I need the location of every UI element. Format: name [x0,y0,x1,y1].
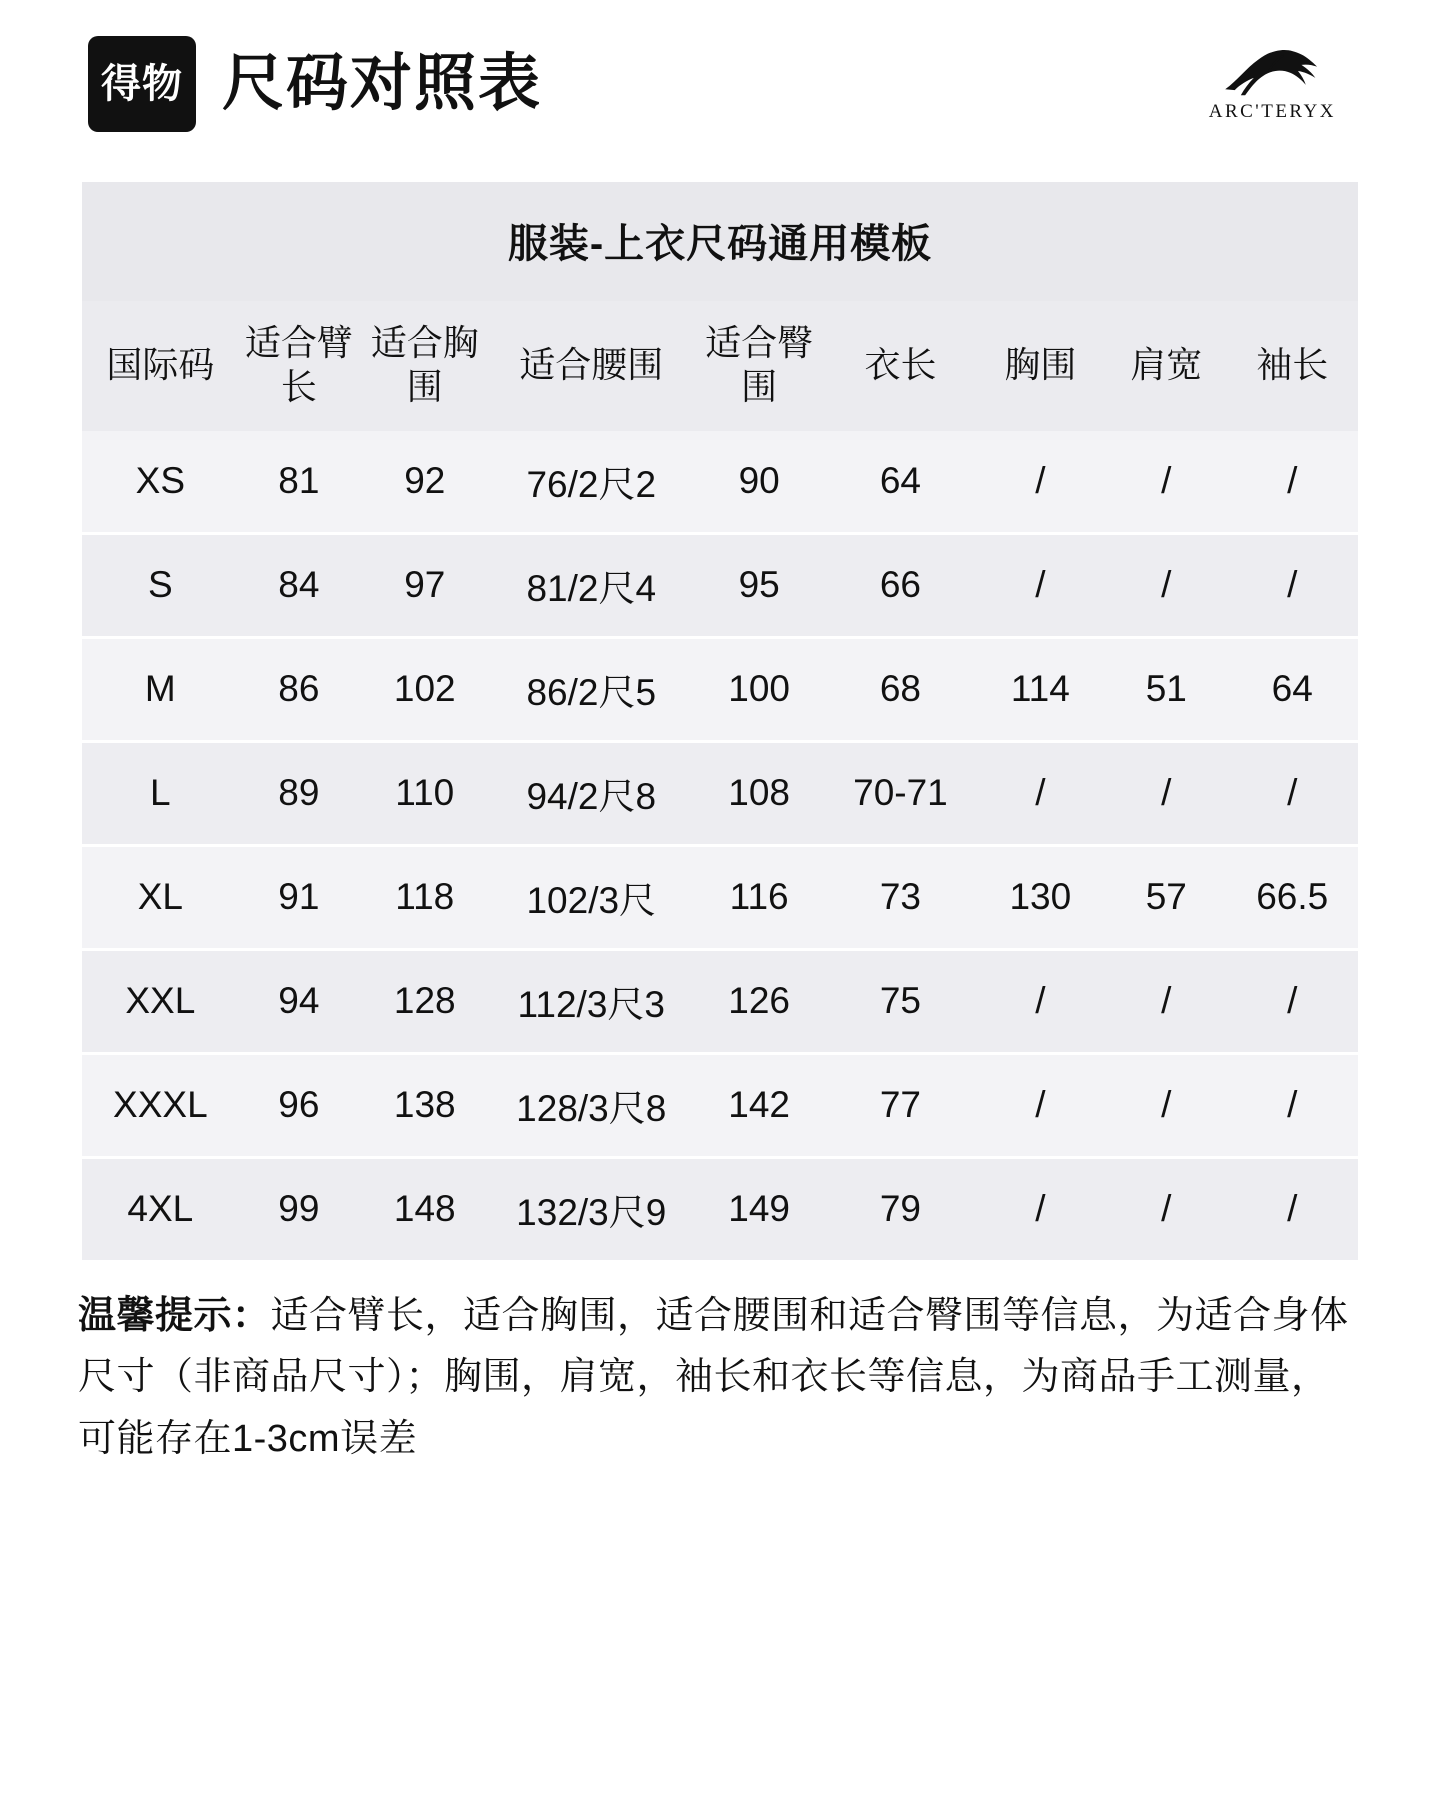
cell-arm: 86 [239,637,359,741]
cell-waist: 128/3尺8 [491,1053,692,1157]
column-header: 国际码 [82,301,239,431]
cell-chest: / [975,431,1107,534]
cell-bust: 118 [359,845,491,949]
table-row [82,1157,1358,1260]
table-row [82,741,1358,845]
cell-size: 4XL [82,1157,239,1260]
cell-length: 70-71 [826,741,974,845]
cell-hip: 100 [692,637,826,741]
cell-bust: 110 [359,741,491,845]
table-body [82,431,1358,1260]
cell-shoulder: / [1106,1157,1226,1260]
column-header: 衣长 [826,301,974,431]
cell-chest: / [975,1053,1107,1157]
cell-hip: 108 [692,741,826,845]
cell-length: 64 [826,431,974,534]
cell-waist: 94/2尺8 [491,741,692,845]
table-head [82,301,1358,431]
cell-arm: 89 [239,741,359,845]
cell-length: 66 [826,533,974,637]
column-header: 适合臂长 [239,301,359,431]
column-header: 肩宽 [1106,301,1226,431]
page-header [0,0,1440,140]
cell-chest: 114 [975,637,1107,741]
cell-bust: 97 [359,533,491,637]
cell-waist: 86/2尺5 [491,637,692,741]
cell-length: 73 [826,845,974,949]
cell-waist: 132/3尺9 [491,1157,692,1260]
cell-chest: 130 [975,845,1107,949]
cell-size: S [82,533,239,637]
cell-hip: 126 [692,949,826,1053]
cell-chest: / [975,533,1107,637]
cell-hip: 142 [692,1053,826,1157]
cell-waist: 81/2尺4 [491,533,692,637]
cell-length: 77 [826,1053,974,1157]
cell-sleeve: / [1226,949,1358,1053]
table-row [82,431,1358,534]
brand-logo-arcteryx [1209,45,1336,123]
cell-waist: 102/3尺 [491,845,692,949]
cell-shoulder: / [1106,1053,1226,1157]
cell-sleeve: / [1226,533,1358,637]
dewu-logo [88,36,196,132]
column-header: 适合腰围 [491,301,692,431]
table-title: 服装-上衣尺码通用模板 [82,182,1358,301]
cell-size: XXXL [82,1053,239,1157]
cell-bust: 138 [359,1053,491,1157]
column-header: 适合胸围 [359,301,491,431]
cell-waist: 112/3尺3 [491,949,692,1053]
cell-chest: / [975,1157,1107,1260]
cell-sleeve: / [1226,741,1358,845]
notice-text: 适合臂长，适合胸围，适合腰围和适合臀围等信息，为适合身体尺寸（非商品尺寸）；胸围，肩宽，袖长和衣长等信息，为商品手工测量，可能存在1-3cm误差 [78,1294,1349,1460]
table-row [82,1053,1358,1157]
cell-chest: / [975,949,1107,1053]
brand-name-arcteryx: ARC'TERYX [1208,101,1336,122]
cell-hip: 149 [692,1157,826,1260]
size-table [82,301,1358,1260]
table-row [82,949,1358,1053]
cell-shoulder: / [1106,949,1226,1053]
arcteryx-bird-icon [1220,45,1324,97]
table-row [82,637,1358,741]
cell-hip: 116 [692,845,826,949]
table-header-row [82,301,1358,431]
notice-block [78,1286,1362,1471]
cell-length: 75 [826,949,974,1053]
table-row [82,845,1358,949]
page-title: 尺码对照表 [222,49,543,118]
cell-arm: 91 [239,845,359,949]
cell-bust: 128 [359,949,491,1053]
cell-arm: 84 [239,533,359,637]
cell-waist: 76/2尺2 [491,431,692,534]
cell-shoulder: 57 [1106,845,1226,949]
cell-sleeve: / [1226,1053,1358,1157]
table-row [82,533,1358,637]
cell-size: XS [82,431,239,534]
cell-sleeve: / [1226,1157,1358,1260]
cell-shoulder: / [1106,741,1226,845]
notice-label: 温馨提示： [78,1294,271,1337]
cell-arm: 81 [239,431,359,534]
cell-chest: / [975,741,1107,845]
cell-arm: 94 [239,949,359,1053]
cell-arm: 99 [239,1157,359,1260]
cell-sleeve: 64 [1226,637,1358,741]
cell-hip: 90 [692,431,826,534]
cell-sleeve: 66.5 [1226,845,1358,949]
cell-sleeve: / [1226,431,1358,534]
column-header: 袖长 [1226,301,1358,431]
cell-bust: 102 [359,637,491,741]
cell-length: 79 [826,1157,974,1260]
cell-shoulder: 51 [1106,637,1226,741]
column-header: 适合臀围 [692,301,826,431]
cell-size: M [82,637,239,741]
cell-size: XXL [82,949,239,1053]
column-header: 胸围 [975,301,1107,431]
cell-bust: 148 [359,1157,491,1260]
cell-shoulder: / [1106,431,1226,534]
cell-length: 68 [826,637,974,741]
cell-size: XL [82,845,239,949]
cell-bust: 92 [359,431,491,534]
cell-size: L [82,741,239,845]
cell-shoulder: / [1106,533,1226,637]
cell-hip: 95 [692,533,826,637]
size-table-section [82,182,1358,1260]
dewu-logo-text: 得物 [101,62,183,106]
cell-arm: 96 [239,1053,359,1157]
